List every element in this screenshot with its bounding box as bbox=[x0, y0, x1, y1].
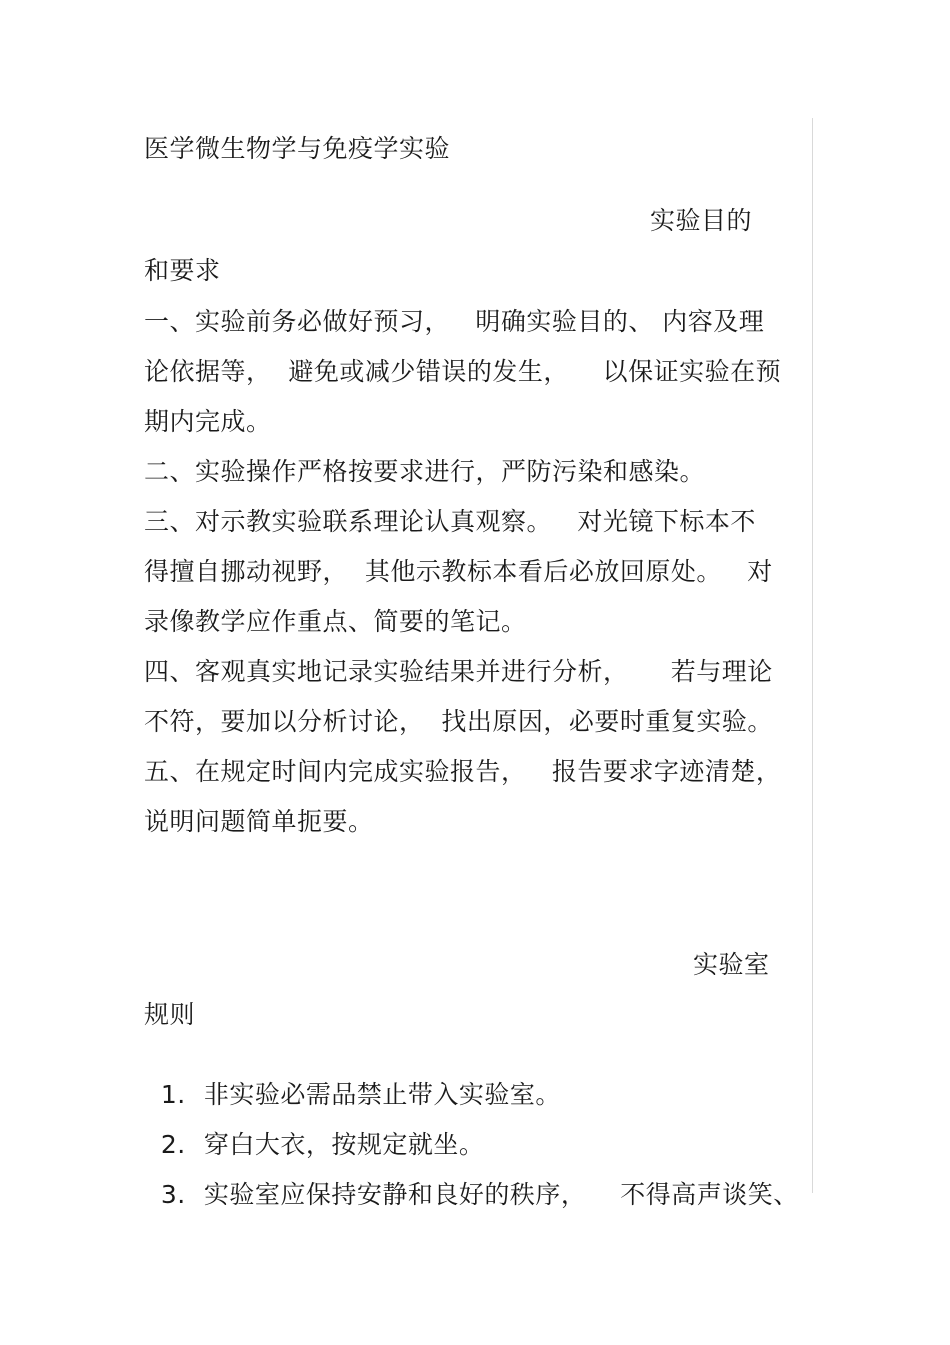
rule-number: 3. bbox=[160, 1180, 186, 1209]
objective-text-line: 说明问题简单扼要。 bbox=[144, 807, 374, 836]
objectives-heading-end: 和要求 bbox=[144, 256, 221, 285]
rule-list-item bbox=[144, 1150, 799, 1210]
objective-text-line: 一、实验前务必做好预习， 明确实验目的、 内容及理 bbox=[144, 307, 765, 336]
objective-text-line: 得擅自挪动视野， 其他示教标本看后必放回原处。 对 bbox=[144, 557, 773, 586]
page-margin-rule bbox=[812, 118, 813, 1193]
rule-number: 2. bbox=[160, 1130, 186, 1159]
document-title: 医学微生物学与免疫学实验 bbox=[144, 134, 451, 163]
objective-text-line: 二、实验操作严格按要求进行，严防污染和感染。 bbox=[144, 457, 706, 486]
objective-text-line: 四、客观真实地记录实验结果并进行分析， 若与理论 bbox=[144, 657, 773, 686]
rule-text: 实验室应保持安静和良好的秩序， 不得高声谈笑、 bbox=[203, 1180, 799, 1209]
rules-heading-start: 实验室 bbox=[693, 950, 770, 979]
objective-text-line: 录像教学应作重点、简要的笔记。 bbox=[144, 607, 527, 636]
rule-number: 1. bbox=[160, 1080, 186, 1109]
objective-text-line: 期内完成。 bbox=[144, 407, 272, 436]
rule-text: 穿白大衣，按规定就坐。 bbox=[203, 1130, 485, 1159]
objective-text-line: 不符，要加以分析讨论， 找出原因，必要时重复实验。 bbox=[144, 707, 773, 736]
objective-text-line: 三、对示教实验联系理论认真观察。 对光镜下标本不 bbox=[144, 507, 756, 536]
objective-text-line: 论依据等， 避免或减少错误的发生， 以保证实验在预 bbox=[144, 357, 782, 386]
objectives-heading-start: 实验目的 bbox=[650, 206, 753, 235]
objective-text-line: 五、在规定时间内完成实验报告， 报告要求字迹清楚， bbox=[144, 757, 782, 786]
rules-heading-end: 规则 bbox=[144, 1000, 196, 1029]
rule-text: 非实验必需品禁止带入实验室。 bbox=[203, 1080, 561, 1109]
